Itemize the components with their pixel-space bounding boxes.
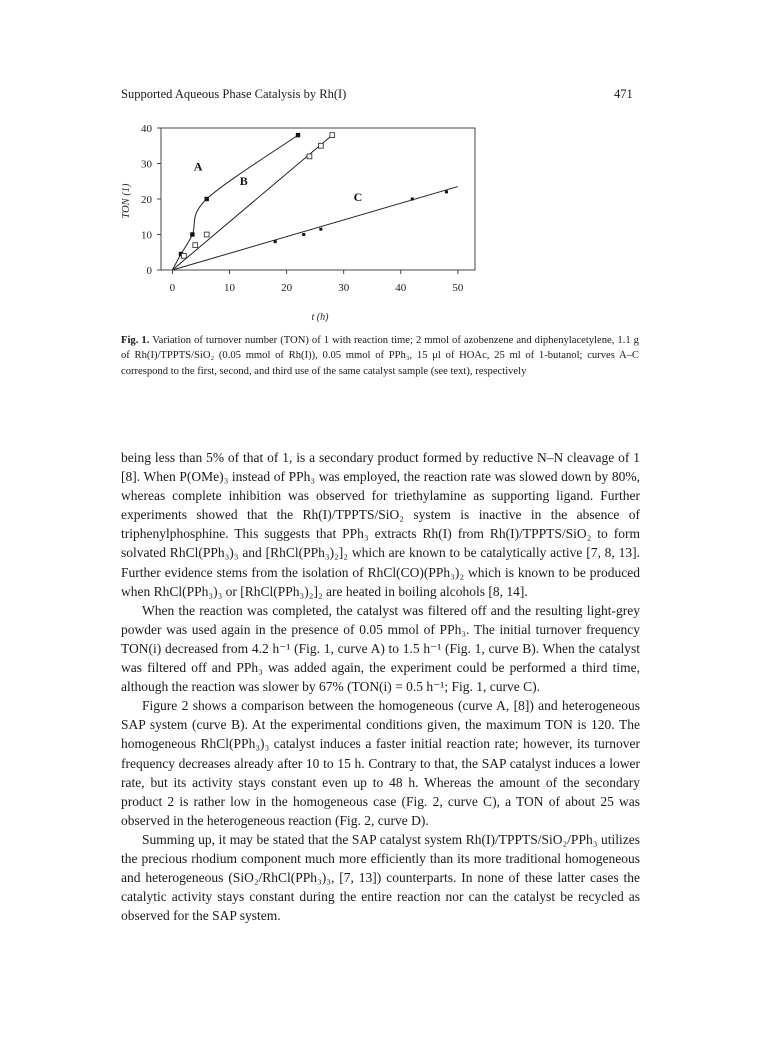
x-tick-label: 20 [281, 282, 293, 294]
series-B-point [193, 243, 198, 248]
paragraph-4: Summing up, it may be stated that the SAP catalyst system Rh(I)/TPPTS/SiO₂/PPh₃ utilizes the precious rhodium component much more efficiently than its more traditional homogeneous and heterogeneous (SiO₂/RhCl(PPh₃)₃, [7, 13]) counterparts. In none of these latter cases the catalytic activity stays constant during the entire reaction nor can the catalyst be recycled as observed for the SAP system. [121, 831, 640, 924]
series-B-point [318, 143, 323, 148]
y-axis-label: TON (1) [121, 183, 132, 219]
body-text [121, 448, 640, 925]
series-A-point [190, 232, 194, 236]
y-tick-label: 30 [141, 158, 152, 171]
series-B-point [204, 232, 209, 237]
series-B-point [330, 133, 335, 138]
paragraph-3: Figure 2 shows a comparison between the homogeneous (curve A, [8]) and heterogeneous SAP system (curve B). At the experimental conditions given, the maximum TON is 120. The homogeneous RhCl(PPh₃)₃ catalyst induces a faster initial reaction rate; however, its turnover frequency decreases already after 10 to 15 h. Contrary to that, the SAP catalyst induces a lower rate, but its activity stays constant even up to 48 h. Whereas the amount of the secondary product 2 is rather low in the homogeneous case (Fig. 2, curve C), a TON of about 25 was observed in the heterogeneous reaction (Fig. 2, curve D). [121, 698, 640, 828]
series-C-point [274, 240, 277, 243]
series-C-point [319, 228, 322, 231]
curve-label-A: A [193, 159, 203, 174]
series-B-point [307, 154, 312, 159]
series-C-line [172, 187, 457, 270]
paragraph-1: being less than 5% of that of 1, is a secondary product formed by reductive N–N cleavage of 1 [8]. When P(OMe)₃ instead of PPh₃ was employed, the reaction rate was slowed down by 80%, whereas complete inhibition was observed for triethylamine as supporting ligand. Further experiments showed that the Rh(I)/TPPTS/SiO₂ system is inactive in the absence of triphenylphosphine. This suggests that PPh₃ extracts Rh(I) from Rh(I)/TPPTS/SiO₂ to form solvated RhCl(PPh₃)₃ and [RhCl(PPh₃)₂]₂ which are known to be catalytically active [7, 8, 13]. Further evidence stems from the isolation of RhCl(CO)(PPh₃)₂ which is known to be produced when RhCl(PPh₃)₃ or [RhCl(PPh₃)₂]₂ are heated in boiling alcohols [8, 14]. [121, 450, 640, 599]
y-tick-label: 0 [146, 265, 152, 277]
figure-1-chart [0, 0, 757, 330]
y-tick-label: 20 [141, 194, 152, 206]
x-tick-label: 40 [395, 282, 407, 294]
x-tick-label: 0 [169, 282, 176, 294]
figure-caption [121, 333, 639, 379]
series-C-point [411, 198, 414, 201]
y-tick-label: 10 [141, 229, 152, 242]
paragraph-2: When the reaction was completed, the catalyst was filtered off and the resulting light-grey powder was used again in the presence of 0.05 mmol of PPh₃. The initial turnover frequency TON(i) decreased from 4.2 h⁻¹ (Fig. 1, curve A) to 1.5 h⁻¹ (Fig. 1, curve B). When the catalyst was filtered off and PPh₃ was added again, the experiment could be performed a third time, although the reaction was slower by 67% (TON(i) = 0.5 h⁻¹; Fig. 1, curve C). [121, 602, 640, 695]
running-title: Supported Aqueous Phase Catalysis by Rh(I) [121, 87, 347, 101]
series-A-line [172, 135, 298, 270]
series-A-point [296, 133, 300, 137]
curve-label-B: B [239, 173, 248, 188]
series-C-point [445, 190, 448, 193]
y-tick-label: 40 [141, 123, 152, 135]
x-tick-label: 10 [224, 282, 236, 294]
series-B-point [181, 253, 186, 258]
series-C-point [302, 233, 305, 236]
curve-label-C: C [353, 189, 363, 204]
figure-caption-text: Variation of turnover number (TON) of 1 with reaction time; 2 mmol of azobenzene and diphenylacetylene, 1.1 g of Rh(I)/TPPTS/SiO₂ (0.05 mmol of Rh(I)), 0.05 mmol of PPh₃, 15 μl of HOAc, 25 ml of 1-butanol; curves A–C correspond to the first, second, and third use of the same catalyst sample (see text), respectively [121, 335, 639, 377]
figure-label: Fig. 1. [121, 335, 150, 346]
x-axis-label: t (h) [311, 312, 329, 323]
x-tick-label: 50 [452, 282, 464, 294]
series-A-point [204, 197, 208, 201]
x-tick-label: 30 [338, 282, 350, 294]
page-number: 471 [614, 87, 633, 101]
